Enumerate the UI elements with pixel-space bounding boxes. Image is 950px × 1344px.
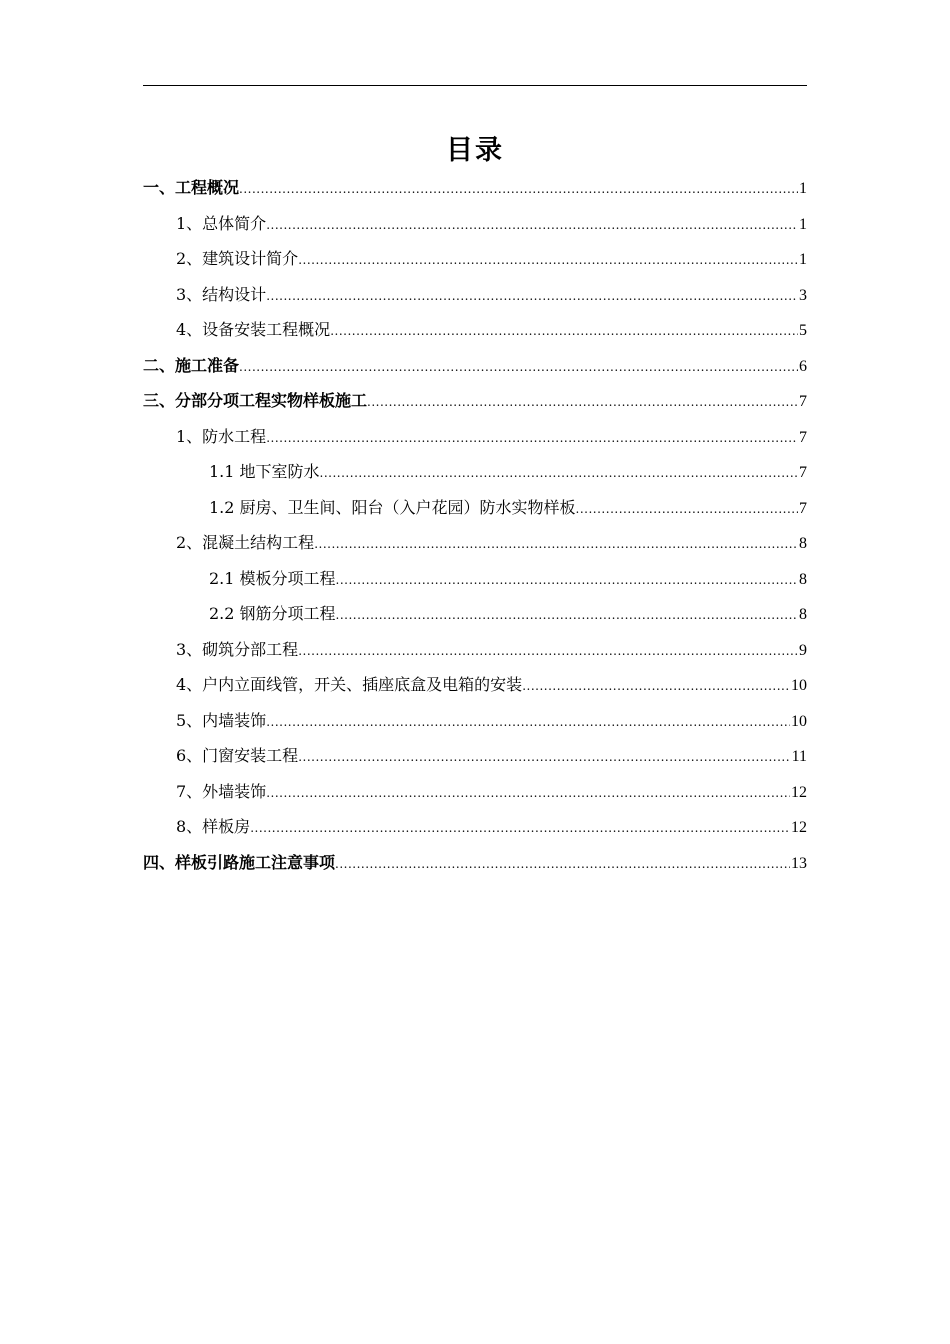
toc-entry-page: 7 [799, 428, 807, 446]
toc-dot-leader [266, 705, 790, 741]
toc-entry-page: 1 [799, 180, 807, 197]
toc-entry-label: 四、样板引路施工注意事项 [143, 852, 336, 872]
toc-entry[interactable] [143, 383, 807, 419]
toc-dot-leader [239, 172, 798, 208]
toc-entry-label: 6、门窗安装工程 [176, 746, 299, 765]
toc-entry-page: 1 [799, 251, 807, 268]
toc-entry[interactable] [143, 774, 807, 810]
toc-dot-leader [239, 350, 798, 386]
toc-entry-page: 6 [799, 357, 807, 375]
toc-dot-leader [367, 385, 798, 421]
toc-dot-leader [298, 634, 798, 670]
toc-dot-leader [298, 243, 798, 279]
toc-title: 目录 [446, 135, 504, 166]
toc-entry-page: 8 [799, 570, 807, 588]
toc-entry-page: 7 [799, 499, 807, 517]
toc-dot-leader [330, 314, 798, 350]
toc-dot-leader [314, 527, 798, 563]
toc-dot-leader [298, 740, 790, 776]
toc-entry[interactable] [143, 667, 807, 703]
toc-entry-page: 3 [799, 286, 807, 304]
toc-dot-leader [335, 847, 790, 883]
toc-entry[interactable] [143, 490, 807, 526]
toc-entry[interactable] [143, 206, 807, 242]
toc-entry[interactable] [143, 561, 807, 597]
table-of-contents [143, 170, 807, 880]
header-rule [143, 85, 807, 86]
toc-entry[interactable] [143, 703, 807, 739]
toc-entry-label: 一、工程概况 [143, 178, 240, 197]
toc-dot-leader [266, 421, 798, 457]
toc-entry-page: 8 [799, 606, 807, 623]
toc-entry-label: 7、外墙装饰 [176, 781, 267, 801]
toc-dot-leader [266, 279, 798, 315]
toc-entry-label: 2、混凝土结构工程 [176, 533, 315, 552]
toc-entry-page: 8 [799, 535, 807, 552]
toc-entry-page: 5 [799, 322, 807, 339]
toc-entry-label: 4、设备安装工程概况 [176, 320, 331, 339]
toc-entry-label: 3、砌筑分部工程 [176, 639, 299, 659]
toc-entry-page: 9 [799, 641, 807, 659]
toc-entry[interactable] [143, 419, 807, 455]
toc-entry-label: 2.1 模板分项工程 [209, 568, 336, 588]
toc-dot-leader [576, 492, 798, 528]
toc-entry-page: 13 [791, 854, 807, 872]
toc-entry-label: 2.2 钢筋分项工程 [209, 604, 336, 623]
toc-entry-label: 1、防水工程 [176, 426, 267, 446]
toc-entry[interactable] [143, 632, 807, 668]
toc-entry[interactable] [143, 809, 807, 845]
toc-entry-label: 1.1 地下室防水 [209, 462, 320, 481]
toc-entry-label: 8、样板房 [176, 817, 251, 836]
toc-entry-page: 7 [799, 393, 807, 410]
toc-entry-page: 10 [791, 712, 807, 730]
toc-entry-page: 1 [799, 215, 807, 233]
toc-entry-label: 三、分部分项工程实物样板施工 [143, 391, 368, 410]
toc-entry-label: 5、内墙装饰 [176, 710, 267, 730]
toc-entry-page: 11 [791, 748, 807, 765]
toc-entry[interactable] [143, 525, 807, 561]
toc-entry-label: 1.2 厨房、卫生间、阳台（入户花园）防水实物样板 [209, 497, 576, 517]
toc-entry-label: 2、建筑设计简介 [176, 249, 299, 268]
toc-entry[interactable] [143, 170, 807, 206]
toc-entry[interactable] [143, 348, 807, 384]
toc-entry[interactable] [143, 454, 807, 490]
toc-dot-leader [320, 456, 798, 492]
toc-dot-leader [266, 776, 790, 812]
toc-entry[interactable] [143, 241, 807, 277]
toc-entry-page: 12 [791, 783, 807, 801]
toc-dot-leader [250, 811, 790, 847]
toc-entry-label: 3、结构设计 [176, 284, 267, 304]
toc-entry[interactable] [143, 738, 807, 774]
toc-entry[interactable] [143, 596, 807, 632]
toc-entry[interactable] [143, 845, 807, 881]
toc-dot-leader [522, 669, 790, 705]
toc-entry[interactable] [143, 277, 807, 313]
toc-entry-page: 10 [791, 677, 807, 694]
toc-dot-leader [336, 563, 798, 599]
toc-entry-label: 二、施工准备 [143, 355, 240, 375]
toc-entry-label: 1、总体简介 [176, 213, 267, 233]
toc-entry[interactable] [143, 312, 807, 348]
toc-entry-page: 12 [791, 819, 807, 836]
toc-entry-label: 4、户内立面线管，开关、插座底盒及电箱的安装 [176, 675, 523, 694]
toc-dot-leader [336, 598, 798, 634]
toc-dot-leader [266, 208, 798, 244]
toc-entry-page: 7 [799, 464, 807, 481]
